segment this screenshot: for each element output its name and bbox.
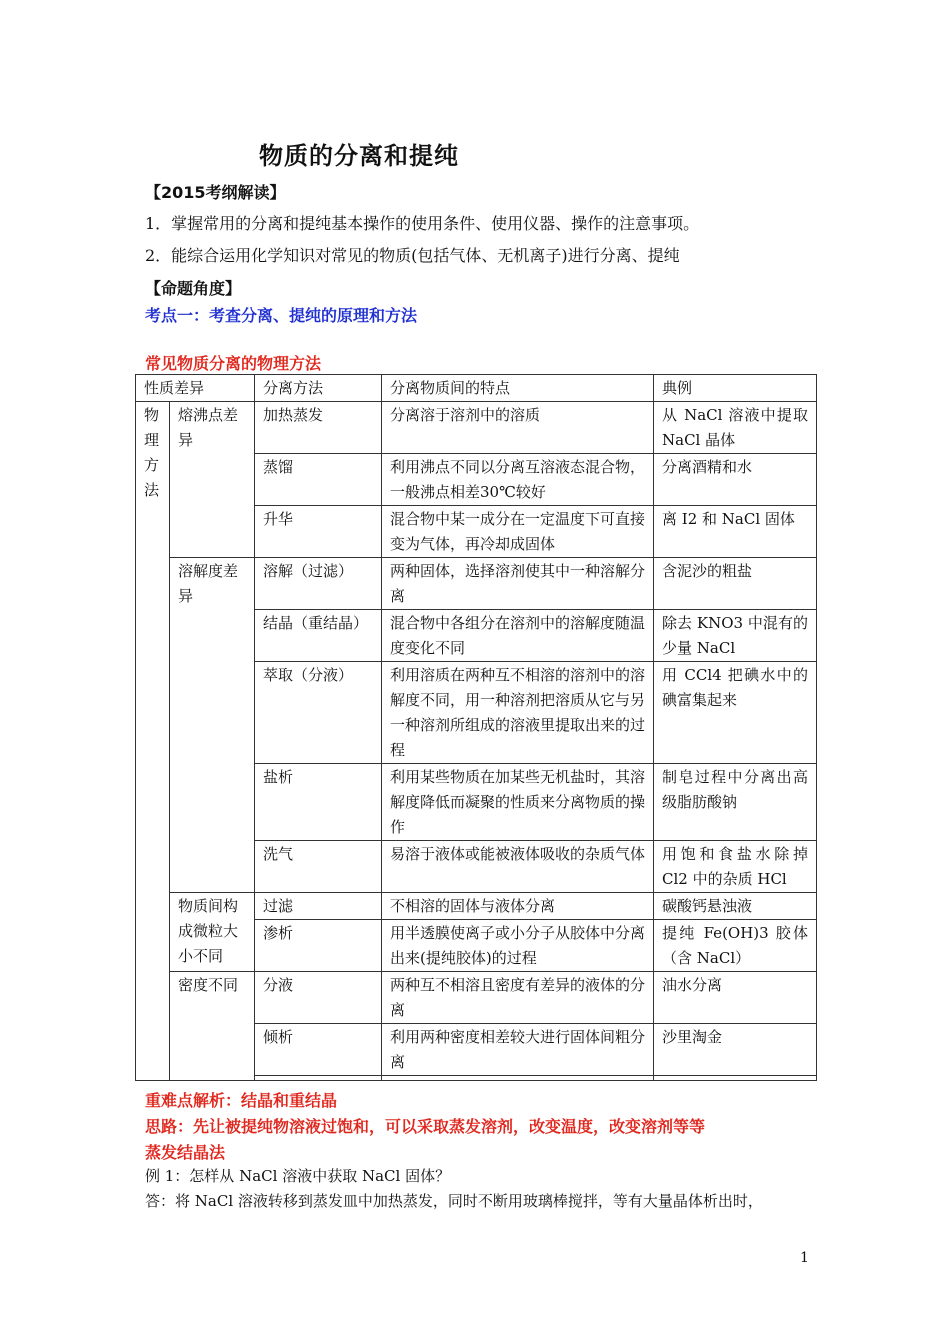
- feature-cell: 用半透膜使离子或小分子从胶体中分离出来(提纯胶体)的过程: [382, 920, 654, 972]
- difficulty-heading: 重难点解析：结晶和重结晶: [145, 1091, 338, 1110]
- example-cell: 用 CCl4 把碘水中的碘富集起来: [654, 662, 817, 764]
- table-header-row: [136, 375, 817, 402]
- feature-cell: 两种固体，选择溶剂使其中一种溶解分离: [382, 558, 654, 610]
- feature-cell: 混合物中各组分在溶剂中的溶解度随温度变化不同: [382, 610, 654, 662]
- method-cell: 萃取（分液）: [255, 662, 382, 764]
- separation-methods-table: [135, 374, 817, 1081]
- property-cell: 密度不同: [170, 972, 255, 1081]
- header-property: 性质差异: [136, 375, 255, 402]
- method-cell: 结晶（重结晶）: [255, 610, 382, 662]
- feature-cell: 利用溶质在两种互不相溶的溶剂中的溶解度不同，用一种溶剂把溶质从它与另一种溶剂所组成的溶液里提取出来的过程: [382, 662, 654, 764]
- example-cell: 除去 KNO3 中混有的少量 NaCl: [654, 610, 817, 662]
- syllabus-heading: 【2015考纲解读】: [145, 183, 286, 202]
- idea-line: 思路：先让被提纯物溶液过饱和，可以采取蒸发溶剂，改变温度，改变溶剂等等: [145, 1117, 706, 1136]
- method-cell: 盐析: [255, 764, 382, 841]
- property-cell: 溶解度差异: [170, 558, 255, 893]
- category-label: 物理方法: [144, 406, 160, 499]
- example-cell: 分离酒精和水: [654, 454, 817, 506]
- feature-cell: 利用某些物质在加某些无机盐时，其溶解度降低而凝聚的性质来分离物质的操作: [382, 764, 654, 841]
- method-cell: 洗气: [255, 841, 382, 893]
- method-cell: 倾析: [255, 1024, 382, 1076]
- example-cell: 沙里淘金: [654, 1024, 817, 1076]
- example-cell: 用饱和食盐水除掉 Cl2 中的杂质 HCl: [654, 841, 817, 893]
- example-cell: 油水分离: [654, 972, 817, 1024]
- category-cell: [136, 402, 170, 1081]
- syllabus-item-1: 1．掌握常用的分离和提纯基本操作的使用条件、使用仪器、操作的注意事项。: [145, 214, 700, 233]
- example-cell: 含泥沙的粗盐: [654, 558, 817, 610]
- property-cell: 物质间构成微粒大小不同: [170, 893, 255, 972]
- table-row: [136, 893, 817, 920]
- example-cell: 提纯 Fe(OH)3 胶体（含 NaCl）: [654, 920, 817, 972]
- example-cell: 离 I2 和 NaCl 固体: [654, 506, 817, 558]
- table-caption: 常见物质分离的物理方法: [145, 354, 322, 373]
- point-one-heading: 考点一：考查分离、提纯的原理和方法: [145, 306, 418, 325]
- example-cell: 从 NaCl 溶液中提取 NaCl 晶体: [654, 402, 817, 454]
- feature-cell: 易溶于液体或能被液体吸收的杂质气体: [382, 841, 654, 893]
- example-cell: 制皂过程中分离出高级脂肪酸钠: [654, 764, 817, 841]
- syllabus-item-2: 2．能综合运用化学知识对常见的物质(包括气体、无机离子)进行分离、提纯: [145, 246, 680, 265]
- method-cell: 蒸馏: [255, 454, 382, 506]
- feature-cell: 两种互不相溶且密度有差异的液体的分离: [382, 972, 654, 1024]
- spacer-cell: [382, 1076, 654, 1081]
- feature-cell: 利用沸点不同以分离互溶液态混合物，一般沸点相差30℃较好: [382, 454, 654, 506]
- page-number: 1: [800, 1250, 809, 1266]
- spacer-cell: [255, 1076, 382, 1081]
- method-cell: 过滤: [255, 893, 382, 920]
- method-cell: 渗析: [255, 920, 382, 972]
- feature-cell: 分离溶于溶剂中的溶质: [382, 402, 654, 454]
- example-answer: 答：将 NaCl 溶液转移到蒸发皿中加热蒸发，同时不断用玻璃棒搅拌，等有大量晶体析出时，: [145, 1192, 763, 1210]
- example-question: 例 1：怎样从 NaCl 溶液中获取 NaCl 固体？: [145, 1167, 451, 1185]
- feature-cell: 不相溶的固体与液体分离: [382, 893, 654, 920]
- page-title: 物质的分离和提纯: [259, 142, 459, 170]
- topic-heading: 【命题角度】: [145, 279, 242, 298]
- method-cell: 加热蒸发: [255, 402, 382, 454]
- table-row: [136, 558, 817, 610]
- feature-cell: 利用两种密度相差较大进行固体间粗分离: [382, 1024, 654, 1076]
- table-row: [136, 972, 817, 1024]
- table-row: [136, 402, 817, 454]
- header-example: 典例: [654, 375, 817, 402]
- method-cell: 升华: [255, 506, 382, 558]
- header-feature: 分离物质间的特点: [382, 375, 654, 402]
- feature-cell: 混合物中某一成分在一定温度下可直接变为气体，再冷却成固体: [382, 506, 654, 558]
- property-cell: 熔沸点差异: [170, 402, 255, 558]
- spacer-cell: [654, 1076, 817, 1081]
- evaporation-heading: 蒸发结晶法: [145, 1143, 226, 1162]
- method-cell: 分液: [255, 972, 382, 1024]
- header-method: 分离方法: [255, 375, 382, 402]
- example-cell: 碳酸钙悬浊液: [654, 893, 817, 920]
- method-cell: 溶解（过滤）: [255, 558, 382, 610]
